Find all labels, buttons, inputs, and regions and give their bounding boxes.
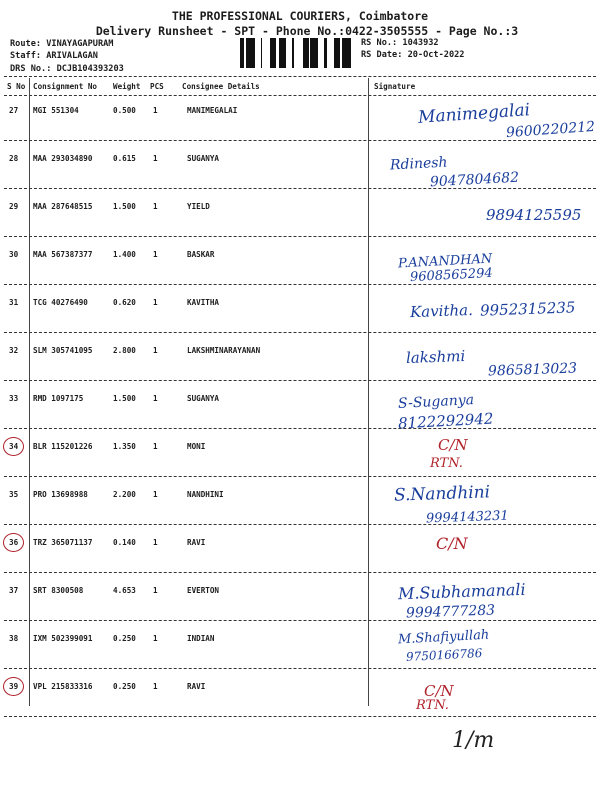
handwritten-signature: C/N: [436, 534, 468, 553]
handwritten-note: 9600220212: [505, 118, 596, 142]
row-separator: [4, 380, 596, 381]
row-consignee: MANIMEGALAI: [187, 106, 238, 115]
staff-label: Staff: ARIVALAGAN: [10, 51, 98, 61]
handwritten-note: RTN.: [430, 456, 463, 471]
row-weight: 0.250: [113, 682, 136, 691]
handwritten-note: RTN.: [416, 698, 449, 713]
row-consignee: RAVI: [187, 538, 206, 547]
row-weight: 1.500: [113, 202, 136, 211]
row-weight: 0.140: [113, 538, 136, 547]
row-consignment-no: TCG 40276490: [33, 298, 88, 307]
drs-number: DRS No.: DCJB104393203: [10, 64, 124, 74]
circled-row-mark: [3, 437, 24, 456]
row-pcs: 1: [153, 106, 158, 115]
handwritten-signature: M.Shafiyullah: [397, 627, 490, 648]
handwritten-signature: C/N: [424, 682, 454, 700]
handwritten-note: 9047804682: [429, 169, 520, 191]
col-signature: Signature: [374, 82, 416, 91]
handwritten-signature: M.Subhamanali: [397, 579, 526, 604]
row-sno: 30: [9, 250, 19, 259]
footer-initials: 1/m: [452, 728, 495, 753]
row-separator: [4, 572, 596, 573]
row-consignee: INDIAN: [187, 634, 215, 643]
row-consignment-no: BLR 115201226: [33, 442, 93, 451]
row-consignee: BASKAR: [187, 250, 215, 259]
rs-number: RS No.: 1043932: [361, 38, 439, 48]
row-pcs: 1: [153, 490, 158, 499]
row-separator: [4, 428, 596, 429]
handwritten-note: 9894125595: [486, 206, 582, 224]
handwritten-note: 9608565294: [409, 265, 494, 286]
row-sno: 29: [9, 202, 19, 211]
row-separator: [4, 620, 596, 621]
row-pcs: 1: [153, 634, 158, 643]
row-sno: 28: [9, 154, 19, 163]
handwritten-note: 9952315235: [479, 298, 576, 320]
row-separator: [4, 140, 596, 141]
row-consignment-no: PRO 13698988: [33, 490, 88, 499]
row-separator: [4, 236, 596, 237]
route-label: Route: VINAYAGAPURAM: [10, 39, 114, 49]
row-consignment-no: IXM 502399091: [33, 634, 93, 643]
row-weight: 1.500: [113, 394, 136, 403]
row-pcs: 1: [153, 298, 158, 307]
barcode-image: [240, 38, 354, 68]
row-separator: [4, 284, 596, 285]
row-separator: [4, 188, 596, 189]
handwritten-note: 8122292942: [397, 409, 494, 433]
handwritten-signature: P.ANANDHAN: [397, 251, 493, 272]
row-consignment-no: RMD 1097175: [33, 394, 84, 403]
row-separator: [4, 668, 596, 669]
row-separator: [4, 476, 596, 477]
circled-row-mark: [3, 677, 24, 696]
row-consignee: YIELD: [187, 202, 210, 211]
row-consignee: SUGANYA: [187, 154, 220, 163]
row-sno: 34: [9, 442, 19, 451]
company-title: THE PROFESSIONAL COURIERS, Coimbatore: [171, 9, 429, 23]
row-pcs: 1: [153, 442, 158, 451]
col-consignee: Consignee Details: [182, 82, 260, 91]
row-weight: 0.615: [113, 154, 136, 163]
table-top-rule: [4, 76, 596, 77]
row-weight: 4.653: [113, 586, 136, 595]
handwritten-signature: C/N: [438, 436, 468, 454]
handwritten-signature: Kavitha.: [409, 300, 474, 322]
handwritten-note: 9865813023: [487, 360, 578, 380]
row-sno: 33: [9, 394, 19, 403]
column-divider: [29, 78, 30, 706]
row-weight: 0.620: [113, 298, 136, 307]
row-consignee: KAVITHA: [187, 298, 220, 307]
row-pcs: 1: [153, 154, 158, 163]
row-pcs: 1: [153, 346, 158, 355]
row-weight: 0.250: [113, 634, 136, 643]
handwritten-signature: Rdinesh: [389, 154, 448, 174]
row-sno: 32: [9, 346, 19, 355]
row-separator: [4, 716, 596, 717]
row-consignee: NANDHINI: [187, 490, 224, 499]
row-separator: [4, 524, 596, 525]
row-weight: 2.800: [113, 346, 136, 355]
row-weight: 0.500: [113, 106, 136, 115]
row-consignment-no: TRZ 365071137: [33, 538, 93, 547]
signature-divider: [368, 78, 369, 706]
row-weight: 1.400: [113, 250, 136, 259]
row-consignee: LAKSHMINARAYANAN: [187, 346, 261, 355]
col-weight: Weight: [113, 82, 141, 91]
col-sno: S No: [7, 82, 26, 91]
handwritten-signature: S.Nandhini: [393, 482, 491, 506]
row-pcs: 1: [153, 394, 158, 403]
row-pcs: 1: [153, 538, 158, 547]
row-consignment-no: MAA 293034890: [33, 154, 93, 163]
row-pcs: 1: [153, 250, 158, 259]
row-pcs: 1: [153, 586, 158, 595]
circled-row-mark: [3, 533, 24, 552]
row-pcs: 1: [153, 202, 158, 211]
runsheet-subtitle: Delivery Runsheet - SPT - Phone No.:0422-3505555 - Page No.:3: [95, 24, 519, 38]
row-consignment-no: SLM 305741095: [33, 346, 93, 355]
row-sno: 35: [9, 490, 19, 499]
row-sno: 31: [9, 298, 19, 307]
rs-date: RS Date: 20-Oct-2022: [361, 50, 465, 60]
row-consignment-no: VPL 215833316: [33, 682, 93, 691]
handwritten-signature: lakshmi: [405, 346, 466, 368]
row-pcs: 1: [153, 682, 158, 691]
handwritten-note: 9750166786: [405, 646, 483, 664]
row-consignee: EVERTON: [187, 586, 220, 595]
handwritten-signature: S-Suganya: [397, 392, 475, 412]
row-consignee: RAVI: [187, 682, 206, 691]
handwritten-note: 9994777283: [405, 602, 496, 622]
row-separator: [4, 332, 596, 333]
row-sno: 39: [9, 682, 19, 691]
col-consignment: Consignment No: [33, 82, 98, 91]
row-consignment-no: MAA 567387377: [33, 250, 93, 259]
col-pcs: PCS: [150, 82, 164, 91]
row-sno: 38: [9, 634, 19, 643]
row-sno: 37: [9, 586, 19, 595]
header-bottom-rule: [4, 95, 596, 96]
row-consignee: SUGANYA: [187, 394, 220, 403]
row-weight: 2.200: [113, 490, 136, 499]
row-consignment-no: MAA 287648515: [33, 202, 93, 211]
row-weight: 1.350: [113, 442, 136, 451]
row-sno: 27: [9, 106, 19, 115]
row-consignment-no: SRT 8300508: [33, 586, 84, 595]
row-sno: 36: [9, 538, 19, 547]
handwritten-signature: Manimegalai: [417, 100, 531, 128]
row-consignment-no: MGI 551304: [33, 106, 79, 115]
handwritten-note: 9994143231: [425, 508, 509, 527]
row-consignee: MONI: [187, 442, 206, 451]
